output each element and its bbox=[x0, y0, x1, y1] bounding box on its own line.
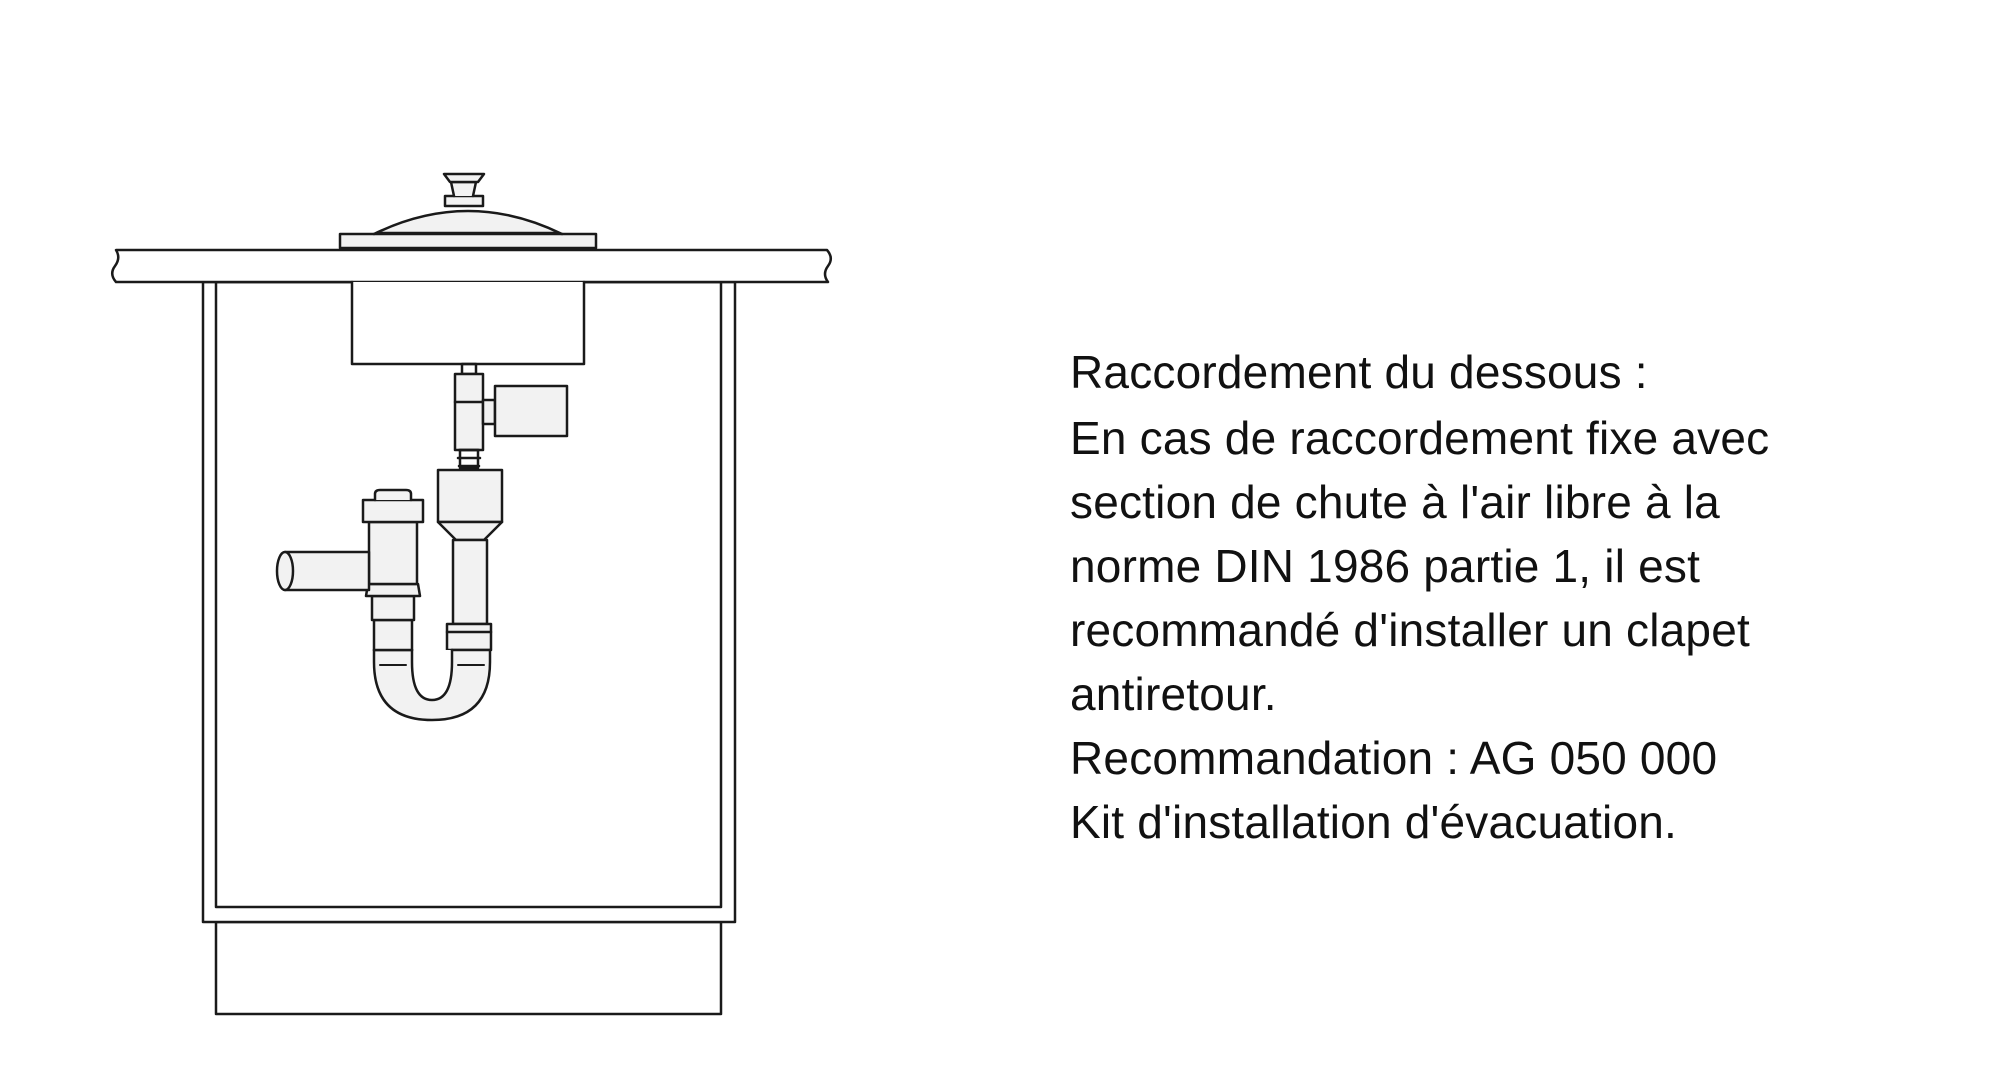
installation-description bbox=[1070, 340, 1950, 854]
cabinet-plinth bbox=[216, 922, 721, 1014]
drain-pipe-icon bbox=[277, 552, 369, 590]
description-line: section de chute à l'air libre à la bbox=[1070, 476, 1720, 528]
worktop-icon bbox=[112, 250, 831, 282]
description-line: antiretour. bbox=[1070, 668, 1277, 720]
description-heading: Raccordement du dessous : bbox=[1070, 346, 1648, 398]
description-line: recommandé d'installer un clapet bbox=[1070, 604, 1750, 656]
sink-basin-icon bbox=[352, 282, 584, 364]
description-line: En cas de raccordement fixe avec bbox=[1070, 412, 1770, 464]
kit-line: Kit d'installation d'évacuation. bbox=[1070, 796, 1678, 848]
pot-lid-icon bbox=[340, 174, 596, 248]
description-line: norme DIN 1986 partie 1, il est bbox=[1070, 540, 1701, 592]
description-body bbox=[1070, 406, 1950, 726]
recommendation-line: Recommandation : AG 050 000 bbox=[1070, 732, 1718, 784]
